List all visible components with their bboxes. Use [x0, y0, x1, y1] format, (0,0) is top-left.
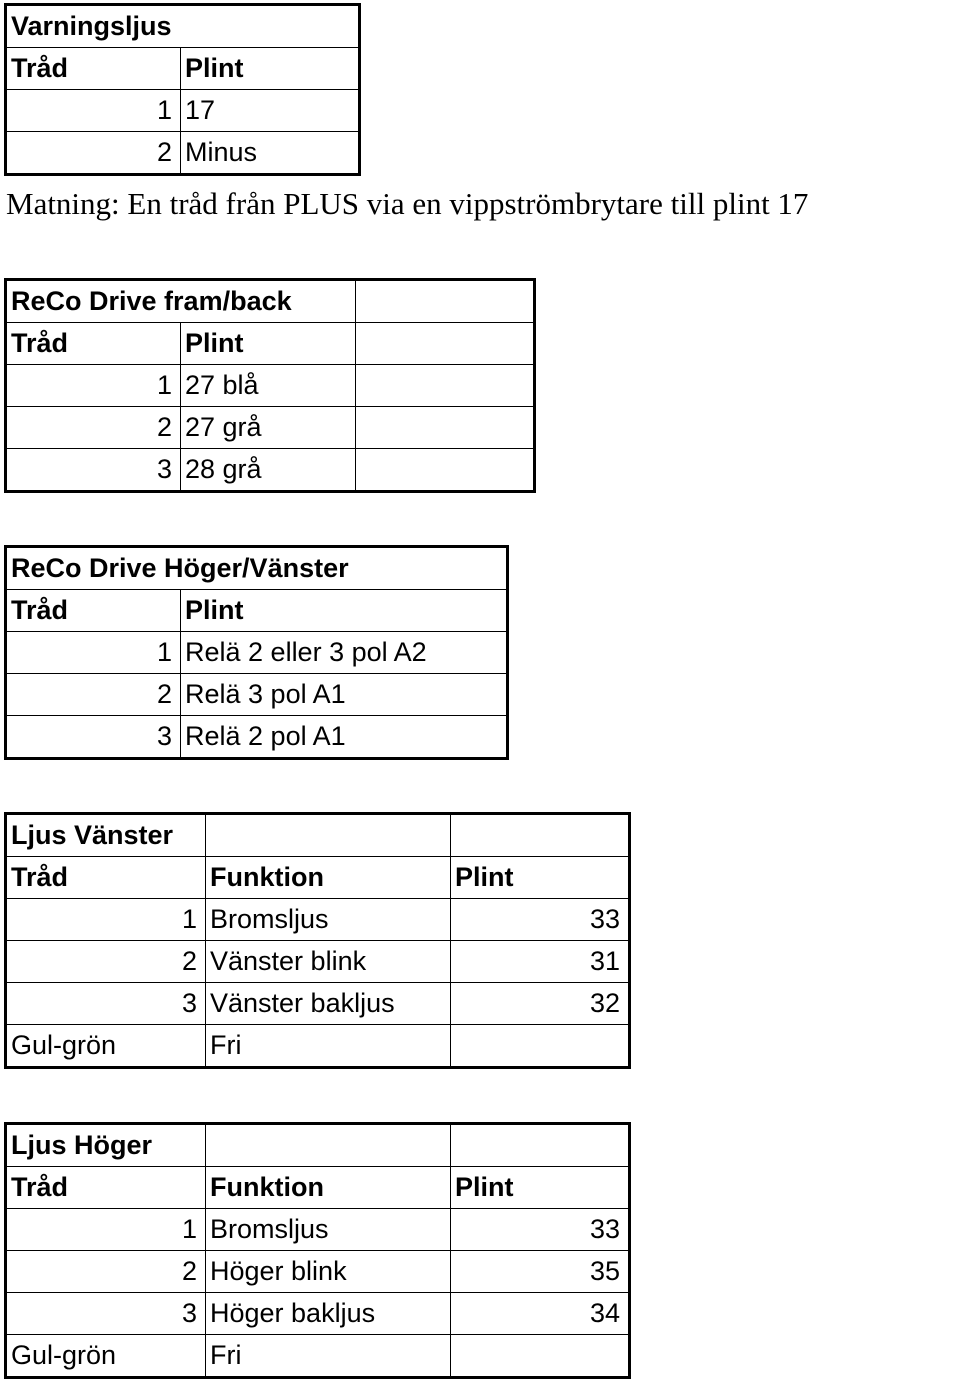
cell-funktion: Bromsljus	[206, 1209, 451, 1251]
cell-trad: 2	[6, 674, 181, 716]
empty-cell	[356, 407, 535, 449]
cell-funktion: Fri	[206, 1025, 451, 1068]
cell-trad: 1	[6, 632, 181, 674]
table-row	[6, 1025, 630, 1068]
cell-funktion: Vänster bakljus	[206, 983, 451, 1025]
cell-trad: Gul-grön	[6, 1335, 206, 1378]
cell-trad: Gul-grön	[6, 1025, 206, 1068]
cell-plint: 28 grå	[181, 449, 356, 492]
cell-trad: 1	[6, 90, 181, 132]
header-plint: Plint	[181, 48, 360, 90]
empty-cell	[451, 1335, 630, 1378]
table-row	[6, 132, 360, 175]
header-trad: Tråd	[6, 1167, 206, 1209]
table-row	[6, 899, 630, 941]
table-row	[6, 632, 508, 674]
empty-cell	[206, 814, 451, 857]
cell-trad: 1	[6, 899, 206, 941]
cell-plint: Relä 2 eller 3 pol A2	[181, 632, 508, 674]
table-title-row	[6, 547, 508, 590]
empty-cell	[451, 1124, 630, 1167]
table-row	[6, 1251, 630, 1293]
table-title: Varningsljus	[6, 5, 360, 48]
cell-trad: 2	[6, 132, 181, 175]
cell-funktion: Bromsljus	[206, 899, 451, 941]
header-trad: Tråd	[6, 48, 181, 90]
table-header-row	[6, 323, 535, 365]
cell-trad: 2	[6, 407, 181, 449]
table-row	[6, 449, 535, 492]
table-title: ReCo Drive Höger/Vänster	[6, 547, 508, 590]
empty-cell	[451, 1025, 630, 1068]
empty-cell	[206, 1124, 451, 1167]
cell-plint: 32	[451, 983, 630, 1025]
cell-plint: 31	[451, 941, 630, 983]
table-row	[6, 365, 535, 407]
cell-trad: 3	[6, 449, 181, 492]
reco-fram-back-table	[4, 278, 536, 493]
table-row	[6, 1209, 630, 1251]
table-title-row	[6, 280, 535, 323]
header-trad: Tråd	[6, 590, 181, 632]
table-title-row	[6, 814, 630, 857]
empty-cell	[356, 280, 535, 323]
table-header-row	[6, 590, 508, 632]
header-trad: Tråd	[6, 857, 206, 899]
cell-plint: 17	[181, 90, 360, 132]
empty-cell	[356, 449, 535, 492]
table-title: Ljus Vänster	[6, 814, 206, 857]
cell-trad: 2	[6, 941, 206, 983]
table-row	[6, 1335, 630, 1378]
header-trad: Tråd	[6, 323, 181, 365]
header-plint: Plint	[451, 857, 630, 899]
empty-cell	[356, 365, 535, 407]
table-row	[6, 1293, 630, 1335]
supply-note: Matning: En tråd från PLUS via en vippströmbrytare till plint 17	[6, 186, 809, 221]
cell-plint: 35	[451, 1251, 630, 1293]
cell-plint: Relä 2 pol A1	[181, 716, 508, 759]
table-row	[6, 90, 360, 132]
cell-plint: 27 grå	[181, 407, 356, 449]
cell-plint: Relä 3 pol A1	[181, 674, 508, 716]
header-plint: Plint	[181, 323, 356, 365]
empty-cell	[356, 323, 535, 365]
cell-trad: 1	[6, 1209, 206, 1251]
empty-cell	[451, 814, 630, 857]
table-title: Ljus Höger	[6, 1124, 206, 1167]
cell-plint: Minus	[181, 132, 360, 175]
cell-trad: 2	[6, 1251, 206, 1293]
cell-trad: 3	[6, 716, 181, 759]
table-title-row	[6, 1124, 630, 1167]
reco-hoger-vanster-table	[4, 545, 509, 760]
table-row	[6, 941, 630, 983]
header-funktion: Funktion	[206, 857, 451, 899]
header-funktion: Funktion	[206, 1167, 451, 1209]
cell-plint: 34	[451, 1293, 630, 1335]
cell-funktion: Vänster blink	[206, 941, 451, 983]
cell-plint: 27 blå	[181, 365, 356, 407]
cell-plint: 33	[451, 1209, 630, 1251]
table-header-row	[6, 857, 630, 899]
table-row	[6, 407, 535, 449]
cell-trad: 3	[6, 983, 206, 1025]
table-header-row	[6, 48, 360, 90]
cell-plint: 33	[451, 899, 630, 941]
table-header-row	[6, 1167, 630, 1209]
cell-trad: 1	[6, 365, 181, 407]
cell-funktion: Höger bakljus	[206, 1293, 451, 1335]
cell-trad: 3	[6, 1293, 206, 1335]
cell-funktion: Fri	[206, 1335, 451, 1378]
table-row	[6, 983, 630, 1025]
table-row	[6, 674, 508, 716]
header-plint: Plint	[181, 590, 508, 632]
table-title: ReCo Drive fram/back	[6, 280, 356, 323]
table-row	[6, 716, 508, 759]
ljus-vanster-table	[4, 812, 631, 1069]
cell-funktion: Höger blink	[206, 1251, 451, 1293]
ljus-hoger-table	[4, 1122, 631, 1379]
varningsljus-table	[4, 3, 361, 176]
table-title-row	[6, 5, 360, 48]
header-plint: Plint	[451, 1167, 630, 1209]
